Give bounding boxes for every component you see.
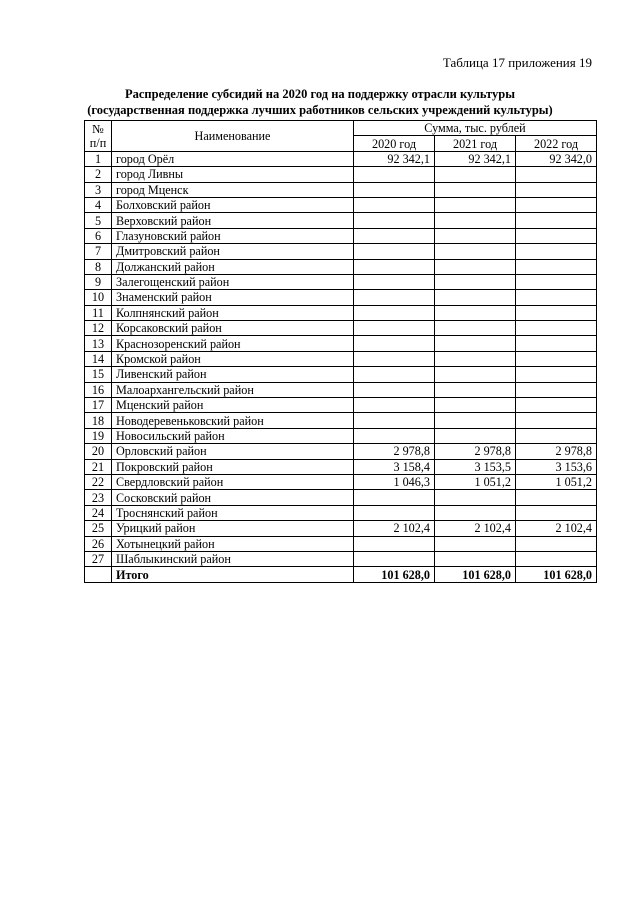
year-header: 2021 год xyxy=(435,136,516,151)
total-value: 101 628,0 xyxy=(435,567,516,582)
table-body xyxy=(85,151,597,567)
row-name: город Орёл xyxy=(112,151,354,166)
row-value-2022 xyxy=(516,197,597,212)
row-value-2021: 1 051,2 xyxy=(435,474,516,489)
row-value-2020: 2 978,8 xyxy=(354,444,435,459)
row-name: Покровский район xyxy=(112,459,354,474)
row-value-2021 xyxy=(435,536,516,551)
row-value-2021 xyxy=(435,259,516,274)
row-name: Мценский район xyxy=(112,398,354,413)
title-line-1: Распределение субсидий на 2020 год на поддержку отрасли культуры xyxy=(124,87,515,101)
row-value-2022 xyxy=(516,321,597,336)
row-value-2022 xyxy=(516,551,597,566)
subsidies-table xyxy=(84,120,597,583)
row-name: Сосковский район xyxy=(112,490,354,505)
row-name: Глазуновский район xyxy=(112,228,354,243)
row-value-2020 xyxy=(354,398,435,413)
row-value-2021 xyxy=(435,367,516,382)
row-number: 12 xyxy=(85,321,112,336)
row-value-2021 xyxy=(435,382,516,397)
table-row xyxy=(85,474,597,489)
row-name: Новосильский район xyxy=(112,428,354,443)
year-header: 2020 год xyxy=(354,136,435,151)
table-row xyxy=(85,259,597,274)
header-row-1 xyxy=(85,121,597,136)
row-value-2022: 3 153,6 xyxy=(516,459,597,474)
table-row xyxy=(85,398,597,413)
row-value-2020 xyxy=(354,351,435,366)
row-number: 3 xyxy=(85,182,112,197)
appendix-label: Таблица 17 приложения 19 xyxy=(442,55,592,70)
row-value-2022 xyxy=(516,274,597,289)
row-value-2020 xyxy=(354,321,435,336)
row-value-2020 xyxy=(354,551,435,566)
row-value-2022 xyxy=(516,428,597,443)
row-value-2020 xyxy=(354,336,435,351)
total-value: 101 628,0 xyxy=(516,567,597,582)
row-number: 15 xyxy=(85,367,112,382)
row-value-2021 xyxy=(435,182,516,197)
row-value-2021: 92 342,1 xyxy=(435,151,516,166)
table-row xyxy=(85,505,597,520)
row-value-2021 xyxy=(435,321,516,336)
row-name: Урицкий район xyxy=(112,521,354,536)
row-value-2020 xyxy=(354,244,435,259)
table-row xyxy=(85,151,597,166)
row-value-2021 xyxy=(435,490,516,505)
row-number: 2 xyxy=(85,167,112,182)
row-value-2022: 2 102,4 xyxy=(516,521,597,536)
table-row xyxy=(85,428,597,443)
row-value-2021 xyxy=(435,274,516,289)
table-row xyxy=(85,459,597,474)
row-name: Дмитровский район xyxy=(112,244,354,259)
table-row xyxy=(85,351,597,366)
row-value-2022 xyxy=(516,413,597,428)
row-name: Корсаковский район xyxy=(112,321,354,336)
row-value-2022: 2 978,8 xyxy=(516,444,597,459)
row-value-2022 xyxy=(516,244,597,259)
row-number: 23 xyxy=(85,490,112,505)
amount-group-header: Сумма, тыс. рублей xyxy=(354,121,597,136)
row-value-2020 xyxy=(354,167,435,182)
row-name: Свердловский район xyxy=(112,474,354,489)
row-name: Троснянский район xyxy=(112,505,354,520)
row-name: город Ливны xyxy=(112,167,354,182)
row-number: 14 xyxy=(85,351,112,366)
table-row xyxy=(85,367,597,382)
row-value-2021 xyxy=(435,398,516,413)
table-row xyxy=(85,290,597,305)
row-number: 1 xyxy=(85,151,112,166)
table-row xyxy=(85,274,597,289)
row-name: Краснозоренский район xyxy=(112,336,354,351)
row-value-2020 xyxy=(354,213,435,228)
column-name-header: Наименование xyxy=(112,121,354,152)
row-value-2022 xyxy=(516,536,597,551)
year-header: 2022 год xyxy=(516,136,597,151)
row-number: 27 xyxy=(85,551,112,566)
row-value-2020: 92 342,1 xyxy=(354,151,435,166)
table-row xyxy=(85,305,597,320)
row-value-2021: 3 153,5 xyxy=(435,459,516,474)
row-number: 6 xyxy=(85,228,112,243)
row-value-2020 xyxy=(354,413,435,428)
row-number: 17 xyxy=(85,398,112,413)
row-name: Должанский район xyxy=(112,259,354,274)
row-name: Малоархангельский район xyxy=(112,382,354,397)
row-value-2021 xyxy=(435,197,516,212)
row-value-2022: 92 342,0 xyxy=(516,151,597,166)
row-value-2021 xyxy=(435,290,516,305)
row-name: Новодеревеньковский район xyxy=(112,413,354,428)
row-value-2021 xyxy=(435,505,516,520)
row-value-2022 xyxy=(516,336,597,351)
row-number: 8 xyxy=(85,259,112,274)
row-number: 21 xyxy=(85,459,112,474)
row-name: Болховский район xyxy=(112,197,354,212)
row-name: Кромской район xyxy=(112,351,354,366)
row-name: Знаменский район xyxy=(112,290,354,305)
row-value-2021 xyxy=(435,305,516,320)
row-name: Верховский район xyxy=(112,213,354,228)
row-value-2021 xyxy=(435,551,516,566)
table-row xyxy=(85,167,597,182)
row-value-2020 xyxy=(354,305,435,320)
row-value-2021 xyxy=(435,413,516,428)
table-row xyxy=(85,536,597,551)
row-value-2021 xyxy=(435,428,516,443)
row-number: 25 xyxy=(85,521,112,536)
table-row xyxy=(85,182,597,197)
row-number: 11 xyxy=(85,305,112,320)
row-value-2020 xyxy=(354,428,435,443)
column-number-header xyxy=(85,121,112,152)
row-value-2020: 1 046,3 xyxy=(354,474,435,489)
row-value-2022 xyxy=(516,382,597,397)
title-line-2: (государственная поддержка лучших работников сельских учреждений культуры) xyxy=(87,103,553,117)
row-value-2020: 3 158,4 xyxy=(354,459,435,474)
row-number: 20 xyxy=(85,444,112,459)
row-value-2021 xyxy=(435,336,516,351)
row-value-2020 xyxy=(354,490,435,505)
row-number: 9 xyxy=(85,274,112,289)
row-value-2022 xyxy=(516,290,597,305)
row-name: город Мценск xyxy=(112,182,354,197)
row-name: Орловский район xyxy=(112,444,354,459)
row-value-2020 xyxy=(354,505,435,520)
row-number: 10 xyxy=(85,290,112,305)
row-number: 16 xyxy=(85,382,112,397)
table-row xyxy=(85,244,597,259)
row-number: 22 xyxy=(85,474,112,489)
row-number: 4 xyxy=(85,197,112,212)
row-value-2022 xyxy=(516,167,597,182)
row-value-2021 xyxy=(435,351,516,366)
document-title xyxy=(0,86,640,118)
row-value-2022 xyxy=(516,505,597,520)
row-number: 19 xyxy=(85,428,112,443)
table-row xyxy=(85,228,597,243)
table-row xyxy=(85,213,597,228)
row-name: Хотынецкий район xyxy=(112,536,354,551)
row-value-2020: 2 102,4 xyxy=(354,521,435,536)
row-value-2022: 1 051,2 xyxy=(516,474,597,489)
row-value-2020 xyxy=(354,274,435,289)
column-number-header-line-2: п/п xyxy=(89,135,107,150)
total-row xyxy=(85,567,597,582)
row-value-2022 xyxy=(516,213,597,228)
row-value-2020 xyxy=(354,367,435,382)
row-value-2022 xyxy=(516,228,597,243)
row-value-2020 xyxy=(354,259,435,274)
row-name: Залегощенский район xyxy=(112,274,354,289)
row-name: Колпнянский район xyxy=(112,305,354,320)
row-value-2021 xyxy=(435,228,516,243)
row-name: Ливенский район xyxy=(112,367,354,382)
row-value-2021 xyxy=(435,244,516,259)
total-label: Итого xyxy=(112,567,354,582)
row-value-2020 xyxy=(354,536,435,551)
row-value-2021 xyxy=(435,213,516,228)
table-row xyxy=(85,413,597,428)
row-number: 7 xyxy=(85,244,112,259)
table-row xyxy=(85,444,597,459)
row-value-2022 xyxy=(516,490,597,505)
table-row xyxy=(85,197,597,212)
total-value: 101 628,0 xyxy=(354,567,435,582)
row-value-2020 xyxy=(354,197,435,212)
row-number: 13 xyxy=(85,336,112,351)
table-row xyxy=(85,521,597,536)
row-value-2020 xyxy=(354,290,435,305)
row-number: 18 xyxy=(85,413,112,428)
row-value-2021 xyxy=(435,167,516,182)
table-row xyxy=(85,321,597,336)
row-value-2022 xyxy=(516,398,597,413)
row-number: 5 xyxy=(85,213,112,228)
row-number: 26 xyxy=(85,536,112,551)
table-row xyxy=(85,336,597,351)
column-number-header-line-1: № xyxy=(92,121,104,136)
row-value-2020 xyxy=(354,382,435,397)
row-value-2022 xyxy=(516,182,597,197)
table-row xyxy=(85,490,597,505)
row-name: Шаблыкинский район xyxy=(112,551,354,566)
row-value-2022 xyxy=(516,351,597,366)
row-value-2021: 2 978,8 xyxy=(435,444,516,459)
table-row xyxy=(85,382,597,397)
row-value-2020 xyxy=(354,182,435,197)
total-number-cell xyxy=(85,567,112,582)
row-value-2022 xyxy=(516,367,597,382)
row-value-2021: 2 102,4 xyxy=(435,521,516,536)
table-row xyxy=(85,551,597,566)
row-number: 24 xyxy=(85,505,112,520)
row-value-2022 xyxy=(516,305,597,320)
row-value-2020 xyxy=(354,228,435,243)
row-value-2022 xyxy=(516,259,597,274)
